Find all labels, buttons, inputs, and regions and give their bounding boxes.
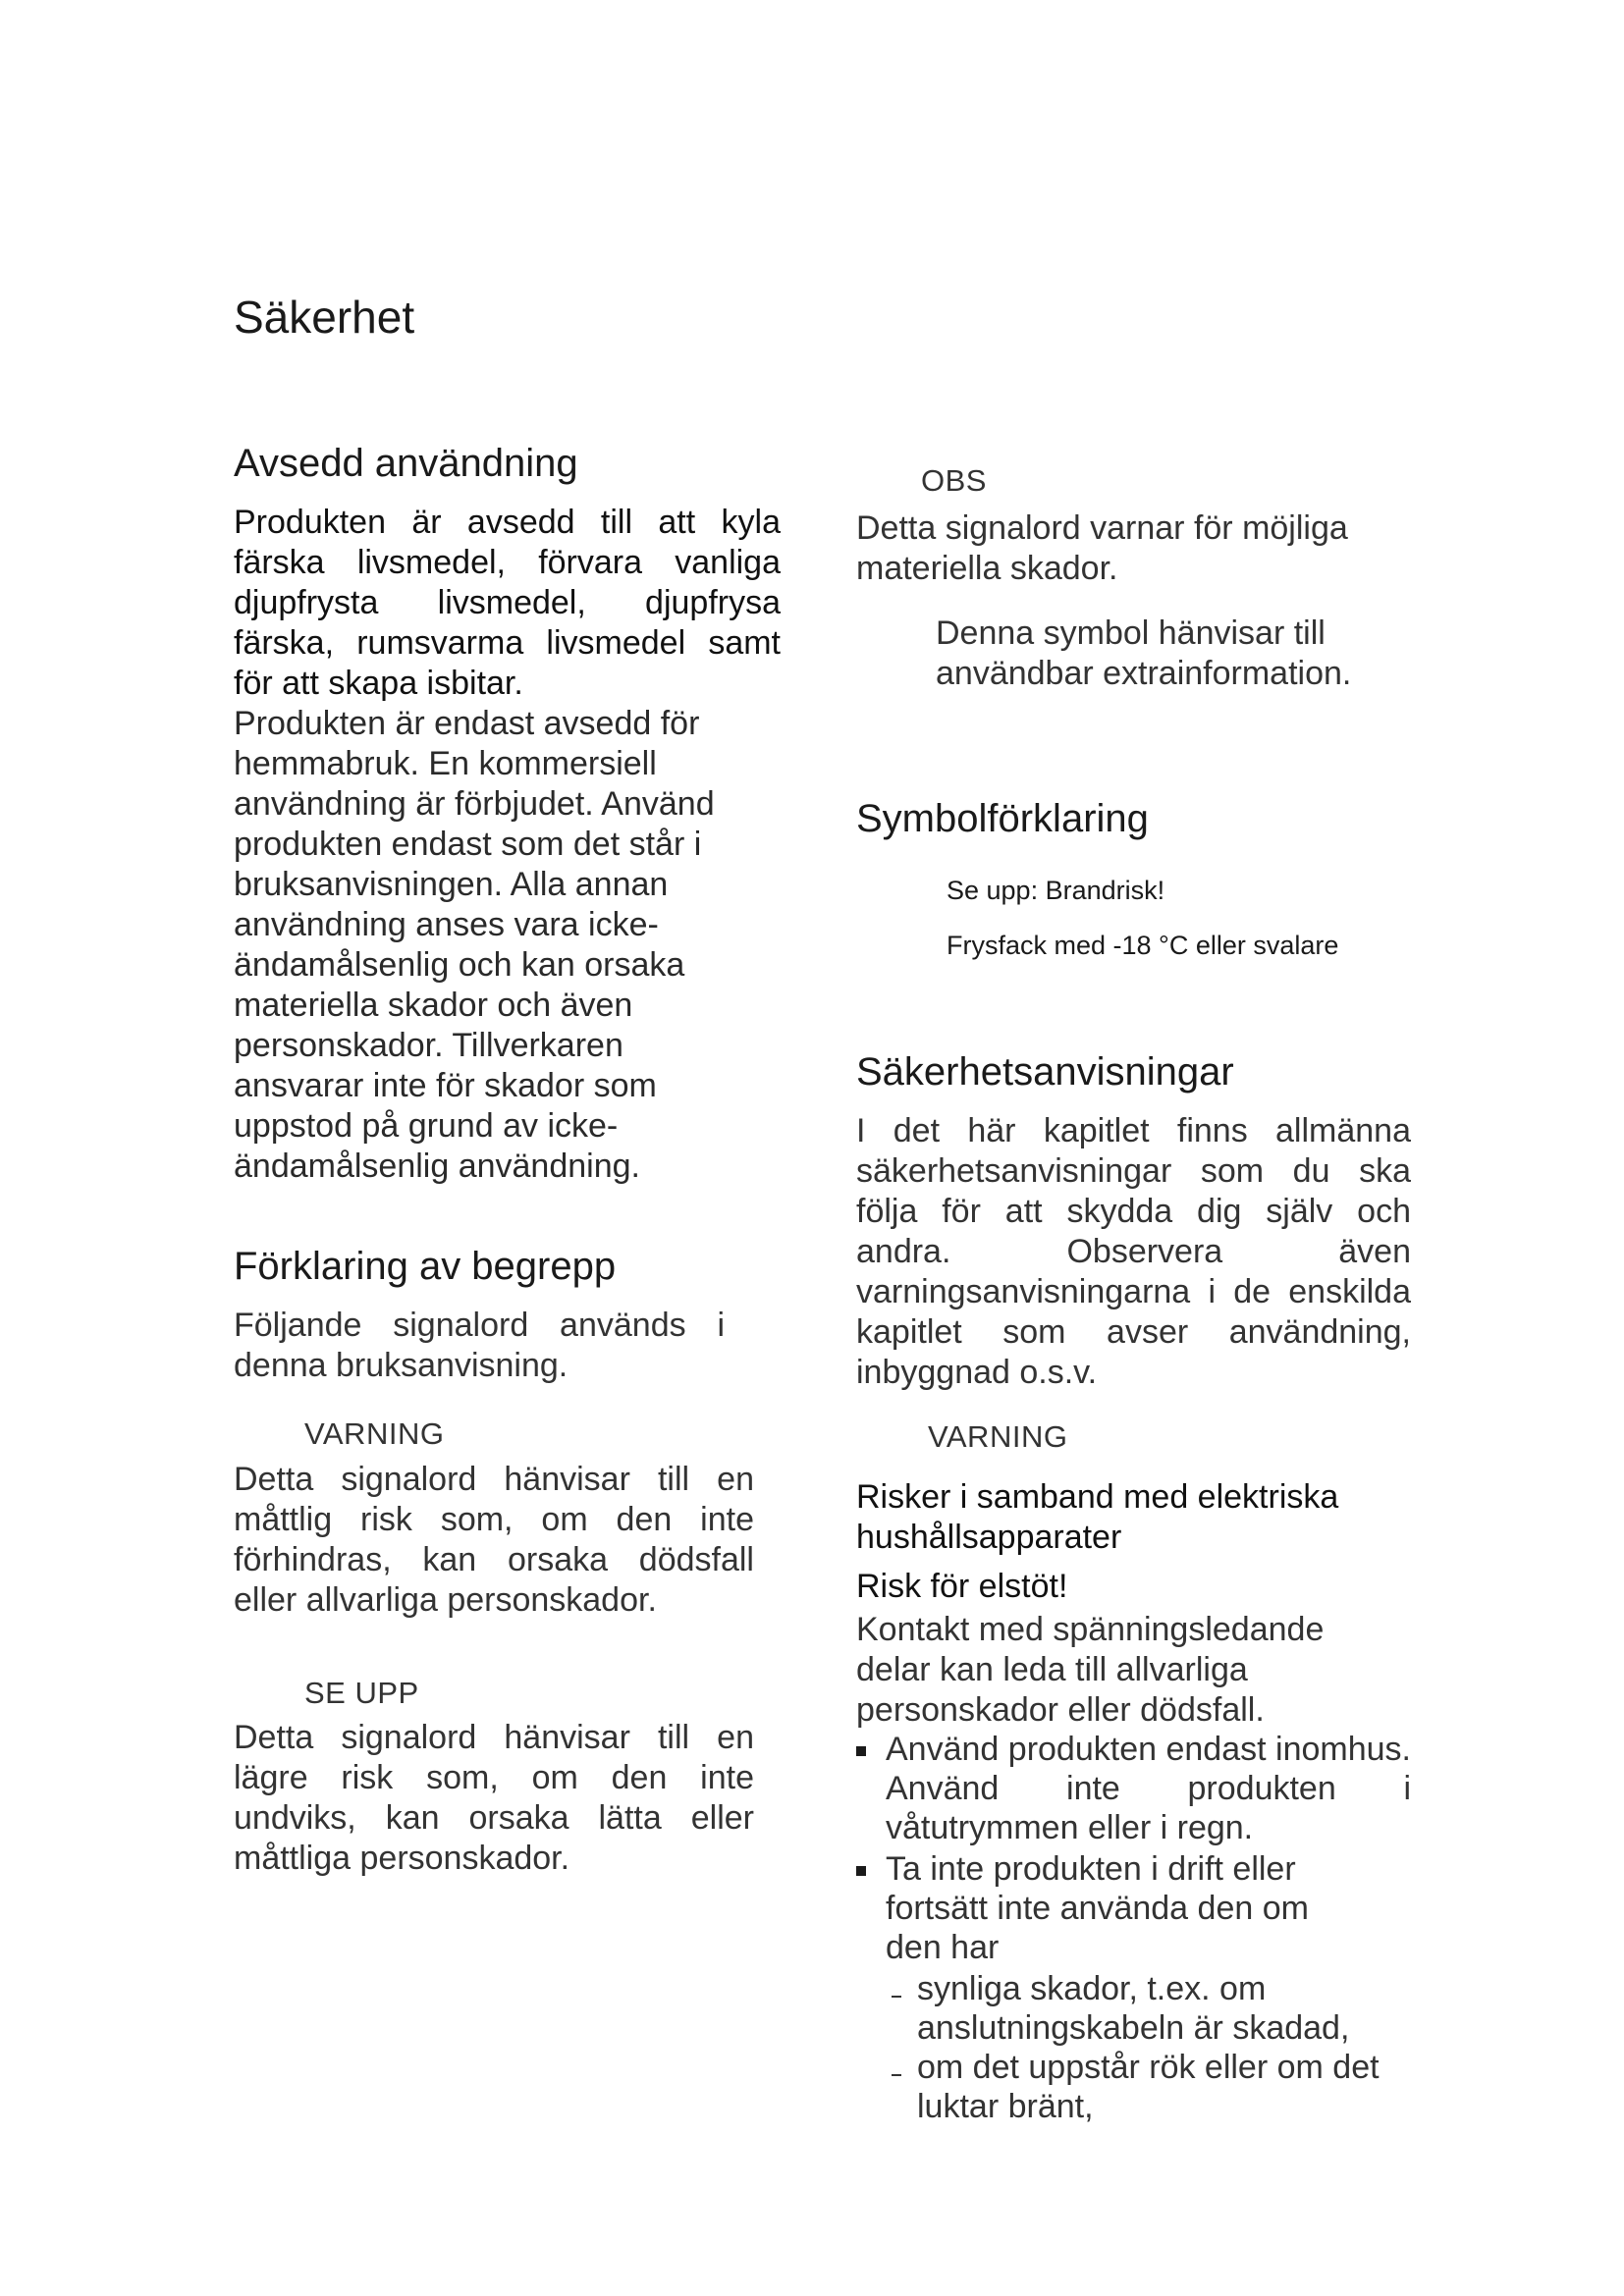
square-bullet-icon	[856, 1866, 866, 1876]
intended-use-heading: Avsedd användning	[234, 442, 578, 485]
safety-bullet-list	[856, 1730, 1411, 2126]
sub-list-item: synliga skador, t.ex. om anslutningskabeln är skadad,	[886, 1969, 1406, 2048]
risk-text: Kontakt med spänningsledande delar kan leda till allvarliga personskador eller dödsfall.	[856, 1611, 1325, 1729]
warning-label: VARNING	[304, 1416, 445, 1451]
dash-bullet-icon	[892, 1996, 901, 1998]
warning-text: Detta signalord hänvisar till en måttlig risk som, om den inte förhindras, kan orsaka dödsfall eller allvarliga personskador.	[234, 1461, 754, 1619]
obs-text: Detta signalord varnar för möjliga materiella skador.	[856, 509, 1348, 587]
risk-subheading: Risk för elstöt!	[856, 1568, 1068, 1605]
intended-use-para2: Produkten är endast avsedd för hemmabruk. En kommersiell användning är förbjudet. Använd produkten endast som det står i bruksanvisningen. Alla annan användning anses vara icke-ändamålsenlig och kan orsaka materiella skador och även personskador. Tillverkaren ansvarar inte för skador som uppstod på grund av icke-ändamålsenlig användning.	[234, 705, 715, 1185]
sub-list-item: om det uppstår rök eller om det luktar bränt,	[886, 2048, 1406, 2126]
dash-bullet-icon	[892, 2074, 901, 2076]
intended-use-para1: Produkten är avsedd till att kyla färska livsmedel, förvara vanliga djupfrysta livsmedel, djupfrysa färska, rumsvarma livsmedel samt för att skapa isbitar.	[234, 504, 781, 702]
symbols-heading: Symbolförklaring	[856, 797, 1149, 840]
risk-heading: Risker i samband med elektriska hushållsapparater	[856, 1478, 1339, 1556]
fire-warning-text: Se upp: Brandrisk!	[947, 876, 1165, 905]
terms-heading: Förklaring av begrepp	[234, 1245, 617, 1288]
caution-text: Detta signalord hänvisar till en lägre risk som, om den inte undviks, kan orsaka lätta eller måttliga personskador.	[234, 1719, 754, 1877]
safety-heading: Säkerhetsanvisningar	[856, 1050, 1234, 1094]
symbol-row	[947, 876, 1418, 905]
square-bullet-icon	[856, 1746, 866, 1756]
list-item: Ta inte produkten i drift eller fortsätt inte använda den om den har synliga skador, t.ex. om anslutningskabeln är skadad, om det uppstår rök eller om det luktar bränt,	[856, 1849, 1337, 2126]
safety-intro: I det här kapitlet finns allmänna säkerhetsanvisningar som du ska följa för att skydda dig själv och andra. Observera även varningsanvisningarna i de enskilda kapitlet som avser användning, inbyggnad o.s.v.	[856, 1112, 1411, 1391]
terms-intro: Följande signalord används i denna bruksanvisning.	[234, 1307, 725, 1384]
obs-label: OBS	[921, 463, 987, 498]
freezer-rating-text: Frysfack med -18 °C eller svalare	[947, 931, 1339, 960]
safety-warning-label: VARNING	[928, 1419, 1068, 1454]
symbol-row	[947, 931, 1418, 960]
list-item: Använd produkten endast inomhus. Använd inte produkten i våtutrymmen eller i regn.	[856, 1730, 1411, 1847]
info-text: Denna symbol hänvisar till användbar extrainformation.	[936, 614, 1352, 692]
page-title: Säkerhet	[234, 292, 415, 343]
symbol-list	[947, 876, 1418, 960]
caution-label: SE UPP	[304, 1676, 419, 1710]
